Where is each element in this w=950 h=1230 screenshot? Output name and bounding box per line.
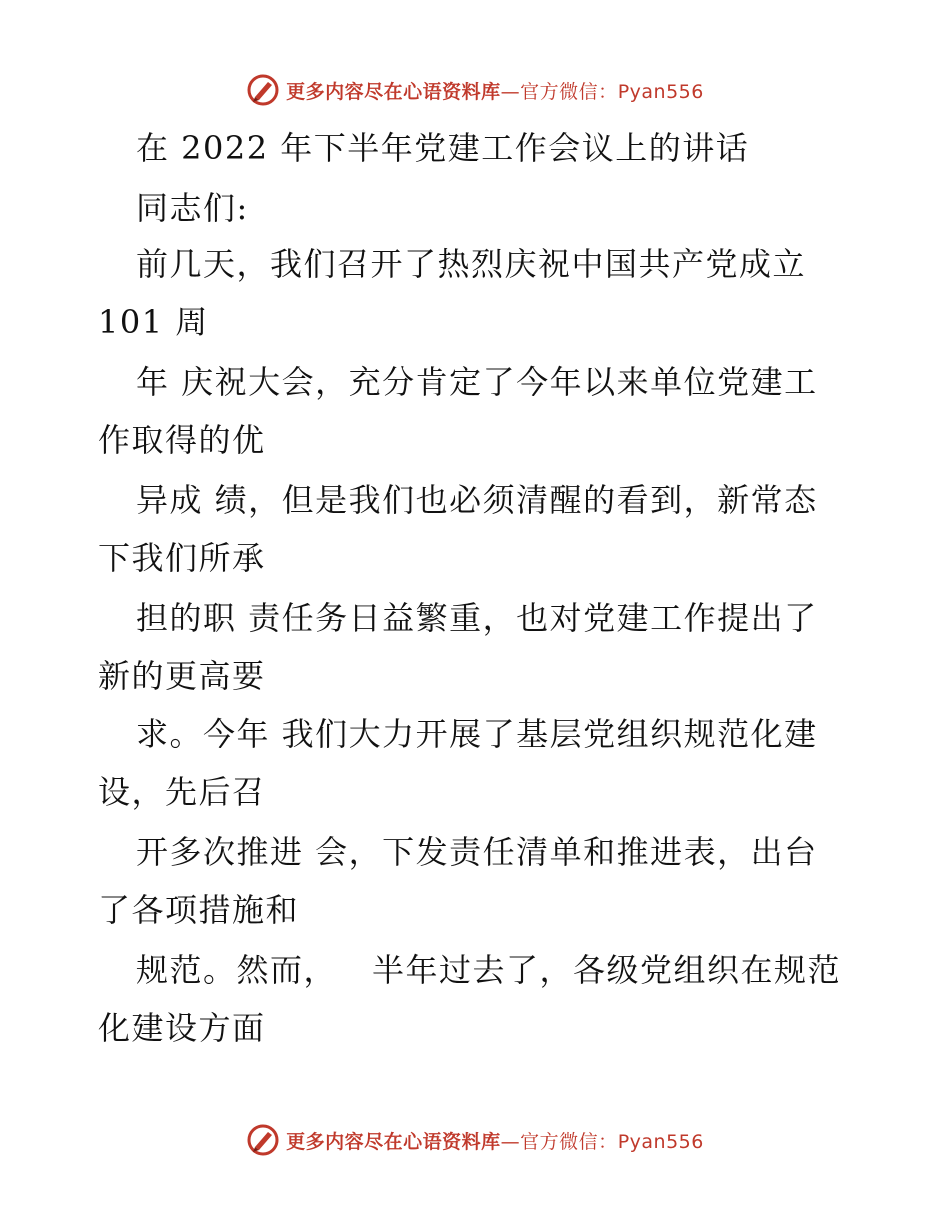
header-wechat-id: Pyan556 [617, 80, 704, 103]
paragraph-line: 求。今年 我们大力开展了基层党组织规范化建 [136, 715, 818, 753]
footer-site-text: 更多内容尽在心语资料库 [286, 1130, 501, 1153]
paragraph-line: 规范。然而， 半年过去了，各级党组织在规范 [136, 951, 842, 989]
paragraph-line: 了各项措施和 [98, 891, 300, 929]
paragraph-line: 异成 绩，但是我们也必须清醒的看到，新常态 [136, 481, 818, 519]
pen-logo-icon [246, 1123, 280, 1157]
header-wechat-label: 官方微信： [520, 80, 618, 103]
paragraph-line: 下我们所承 [98, 539, 266, 577]
header-banner [0, 70, 950, 110]
paragraph-line: 前几天，我们召开了热烈庆祝中国共产党成立 [136, 245, 807, 283]
document-title: 在 2022 年下半年党建工作会议上的讲话 [136, 129, 750, 167]
header-banner-text [286, 77, 704, 104]
paragraph-line: 101 周 [98, 303, 209, 341]
paragraph-line: 年 庆祝大会，充分肯定了今年以来单位党建工 [136, 363, 818, 401]
footer-banner-text [286, 1127, 704, 1154]
header-dash: — [500, 80, 521, 103]
pen-logo-icon [246, 73, 280, 107]
header-site-text: 更多内容尽在心语资料库 [286, 80, 501, 103]
paragraph-line: 担的职 责任务日益繁重，也对党建工作提出了 [136, 599, 818, 637]
footer-wechat-id: Pyan556 [617, 1130, 704, 1153]
salutation: 同志们: [136, 189, 249, 227]
footer-banner [0, 1120, 950, 1160]
footer-wechat-label: 官方微信： [520, 1130, 618, 1153]
paragraph-line: 设，先后召 [98, 773, 266, 811]
paragraph-line: 化建设方面 [98, 1009, 266, 1047]
paragraph-line: 新的更高要 [98, 657, 266, 695]
footer-dash: — [500, 1130, 521, 1153]
paragraph-line: 作取得的优 [98, 421, 266, 459]
paragraph-line: 开多次推进 会，下发责任清单和推进表，出台 [136, 833, 818, 871]
